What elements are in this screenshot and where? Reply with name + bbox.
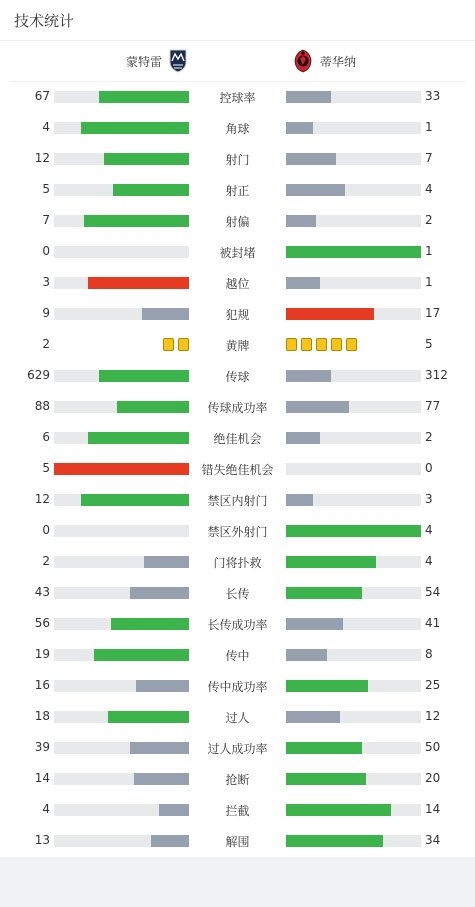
stat-row — [0, 763, 475, 794]
home-bar-track — [54, 835, 189, 847]
home-value: 88 — [34, 399, 50, 413]
away-bar-track — [286, 649, 421, 661]
stat-row — [0, 174, 475, 205]
stat-label: 越位 — [225, 277, 250, 291]
home-value: 9 — [42, 306, 50, 320]
stat-label: 角球 — [225, 122, 250, 136]
stat-row — [0, 825, 475, 856]
home-bar-track — [54, 649, 189, 661]
away-bar-track — [286, 308, 421, 320]
stat-label: 控球率 — [219, 91, 256, 105]
away-value: 3 — [425, 492, 433, 506]
stat-label: 长传成功率 — [207, 618, 268, 632]
home-value: 5 — [42, 461, 50, 475]
away-bar-track — [286, 246, 421, 258]
stat-row — [0, 484, 475, 515]
teams-header — [0, 41, 475, 81]
away-value: 2 — [425, 213, 433, 227]
home-bar — [88, 432, 189, 444]
stat-row — [0, 360, 475, 391]
home-bar-track — [54, 463, 189, 475]
home-bar — [134, 773, 189, 785]
yellow-card-icon — [346, 338, 357, 351]
stat-label: 传球 — [225, 370, 250, 384]
home-bar — [144, 556, 189, 568]
yellow-card-icon — [163, 338, 174, 351]
stat-row — [0, 639, 475, 670]
home-bar — [84, 215, 189, 227]
home-value: 12 — [34, 151, 50, 165]
home-value: 43 — [34, 585, 50, 599]
away-value: 1 — [425, 275, 433, 289]
away-bar-track — [286, 215, 421, 227]
stat-label: 传球成功率 — [207, 401, 268, 415]
away-bar-track — [286, 432, 421, 444]
home-value: 5 — [42, 182, 50, 196]
home-value: 16 — [34, 678, 50, 692]
home-value: 13 — [34, 833, 50, 847]
away-bar — [286, 649, 327, 661]
home-value: 18 — [34, 709, 50, 723]
stat-label: 黄牌 — [225, 339, 250, 353]
home-bar-track — [54, 432, 189, 444]
home-bar-track — [54, 277, 189, 289]
home-value: 7 — [42, 213, 50, 227]
away-value: 1 — [425, 244, 433, 258]
stat-row — [0, 546, 475, 577]
stat-row — [0, 670, 475, 701]
home-bar-track — [54, 215, 189, 227]
away-bar — [286, 91, 331, 103]
stat-row — [0, 236, 475, 267]
home-bar-track — [54, 122, 189, 134]
home-bar — [54, 463, 189, 475]
away-bar — [286, 401, 349, 413]
home-bar — [81, 122, 189, 134]
stat-label: 犯规 — [225, 308, 250, 322]
home-bar — [113, 184, 189, 196]
home-value: 56 — [34, 616, 50, 630]
away-bar — [286, 277, 320, 289]
stat-row — [0, 608, 475, 639]
home-bar-track — [54, 525, 189, 537]
away-bar — [286, 587, 362, 599]
away-value: 17 — [425, 306, 441, 320]
away-bar — [286, 308, 374, 320]
away-bar-track — [286, 835, 421, 847]
away-bar-track — [286, 153, 421, 165]
away-bar — [286, 494, 313, 506]
away-value: 8 — [425, 647, 433, 661]
away-value: 4 — [425, 182, 433, 196]
home-value: 67 — [34, 89, 50, 103]
away-bar-track — [286, 742, 421, 754]
away-value: 1 — [425, 120, 433, 134]
stat-label: 抢断 — [225, 773, 250, 787]
away-bar — [286, 153, 336, 165]
away-bar-track — [286, 122, 421, 134]
home-bar-track — [54, 556, 189, 568]
away-value: 77 — [425, 399, 441, 413]
home-bar — [151, 835, 189, 847]
home-bar — [136, 680, 189, 692]
stat-label: 长传 — [225, 587, 250, 601]
yellow-card-icon — [301, 338, 312, 351]
home-value: 3 — [42, 275, 50, 289]
yellow-card-icon — [178, 338, 189, 351]
away-bar-track — [286, 91, 421, 103]
away-value: 2 — [425, 430, 433, 444]
home-bar-track — [54, 308, 189, 320]
away-bar — [286, 804, 391, 816]
stat-row — [0, 143, 475, 174]
home-value: 12 — [34, 492, 50, 506]
stat-row — [0, 701, 475, 732]
away-value: 0 — [425, 461, 433, 475]
home-value: 6 — [42, 430, 50, 444]
away-value: 33 — [425, 89, 441, 103]
home-bar — [88, 277, 189, 289]
away-team-name: 蒂华纳 — [320, 55, 357, 69]
away-bar-track — [286, 370, 421, 382]
stat-row — [0, 329, 475, 360]
home-bar-track — [54, 680, 189, 692]
away-bar-track — [286, 804, 421, 816]
away-bar — [286, 556, 376, 568]
away-bar-track — [286, 711, 421, 723]
away-bar — [286, 215, 316, 227]
away-bar-track — [286, 494, 421, 506]
home-value: 629 — [27, 368, 50, 382]
stats-list — [0, 81, 475, 856]
away-bar-track — [286, 401, 421, 413]
stat-row — [0, 391, 475, 422]
home-bar-track — [54, 773, 189, 785]
home-bar — [99, 91, 189, 103]
stat-row — [0, 81, 475, 112]
away-value: 4 — [425, 523, 433, 537]
stat-label: 传中 — [225, 649, 250, 663]
away-bar-track — [286, 587, 421, 599]
home-bar-track — [54, 711, 189, 723]
away-bar-track — [286, 463, 421, 475]
away-bar-track — [286, 184, 421, 196]
stat-row — [0, 732, 475, 763]
away-yellow-cards — [286, 338, 361, 351]
home-bar — [99, 370, 189, 382]
stat-row — [0, 577, 475, 608]
away-bar — [286, 184, 345, 196]
away-bar-track — [286, 277, 421, 289]
home-bar — [142, 308, 189, 320]
home-bar — [117, 401, 189, 413]
home-bar — [81, 494, 189, 506]
away-bar — [286, 773, 366, 785]
stat-label: 被封堵 — [219, 246, 256, 260]
home-value: 0 — [42, 523, 50, 537]
monterrey-logo-icon — [168, 49, 188, 73]
away-value: 50 — [425, 740, 441, 754]
away-value: 7 — [425, 151, 433, 165]
home-value: 4 — [42, 120, 50, 134]
away-bar — [286, 246, 421, 258]
away-bar — [286, 680, 368, 692]
stat-label: 过人 — [225, 711, 250, 725]
stat-row — [0, 205, 475, 236]
tijuana-logo-icon — [293, 49, 313, 73]
home-bar — [130, 742, 189, 754]
stat-row — [0, 267, 475, 298]
away-bar — [286, 711, 340, 723]
home-yellow-cards — [159, 338, 189, 351]
stat-row — [0, 515, 475, 546]
home-value: 14 — [34, 771, 50, 785]
home-bar — [130, 587, 189, 599]
stat-row — [0, 298, 475, 329]
away-value: 5 — [425, 337, 433, 351]
stat-label: 禁区外射门 — [207, 525, 268, 539]
home-bar — [111, 618, 189, 630]
stat-row — [0, 453, 475, 484]
stat-row — [0, 112, 475, 143]
yellow-card-icon — [331, 338, 342, 351]
stat-row — [0, 794, 475, 825]
home-bar-track — [54, 91, 189, 103]
stat-label: 传中成功率 — [207, 680, 268, 694]
home-bar — [104, 153, 189, 165]
away-bar — [286, 432, 320, 444]
away-bar-track — [286, 680, 421, 692]
away-value: 25 — [425, 678, 441, 692]
stat-label: 禁区内射门 — [207, 494, 268, 508]
away-value: 312 — [425, 368, 448, 382]
home-bar — [159, 804, 189, 816]
home-bar — [94, 649, 189, 661]
away-value: 4 — [425, 554, 433, 568]
away-value: 41 — [425, 616, 441, 630]
yellow-card-icon — [316, 338, 327, 351]
home-bar-track — [54, 587, 189, 599]
home-value: 0 — [42, 244, 50, 258]
home-bar-track — [54, 370, 189, 382]
home-team-name: 蒙特雷 — [125, 55, 162, 69]
home-bar-track — [54, 401, 189, 413]
away-value: 20 — [425, 771, 441, 785]
away-bar-track — [286, 556, 421, 568]
stat-row — [0, 422, 475, 453]
home-bar-track — [54, 742, 189, 754]
stat-label: 射门 — [225, 153, 250, 167]
home-bar-track — [54, 494, 189, 506]
home-bar-track — [54, 804, 189, 816]
away-bar-track — [286, 618, 421, 630]
away-bar — [286, 742, 362, 754]
stat-label: 错失绝佳机会 — [201, 463, 274, 477]
away-value: 34 — [425, 833, 441, 847]
away-value: 14 — [425, 802, 441, 816]
stat-label: 过人成功率 — [207, 742, 268, 756]
away-bar — [286, 525, 421, 537]
away-bar-track — [286, 525, 421, 537]
home-bar-track — [54, 153, 189, 165]
stat-label: 拦截 — [225, 804, 250, 818]
home-value: 4 — [42, 802, 50, 816]
away-bar — [286, 370, 331, 382]
home-value: 39 — [34, 740, 50, 754]
away-bar — [286, 618, 343, 630]
stat-label: 绝佳机会 — [213, 432, 262, 446]
home-bar-track — [54, 246, 189, 258]
away-bar — [286, 122, 313, 134]
home-value: 2 — [42, 554, 50, 568]
away-value: 12 — [425, 709, 441, 723]
home-bar — [108, 711, 189, 723]
home-value: 2 — [42, 337, 50, 351]
home-bar-track — [54, 618, 189, 630]
yellow-card-icon — [286, 338, 297, 351]
home-value: 19 — [34, 647, 50, 661]
stat-label: 射正 — [225, 184, 250, 198]
away-bar-track — [286, 773, 421, 785]
stat-label: 射偏 — [225, 215, 250, 229]
away-value: 54 — [425, 585, 441, 599]
stat-label: 解围 — [225, 835, 250, 849]
stat-label: 门将扑救 — [213, 556, 262, 570]
home-bar-track — [54, 184, 189, 196]
away-bar — [286, 835, 383, 847]
page-title: 技术统计 — [14, 12, 75, 30]
